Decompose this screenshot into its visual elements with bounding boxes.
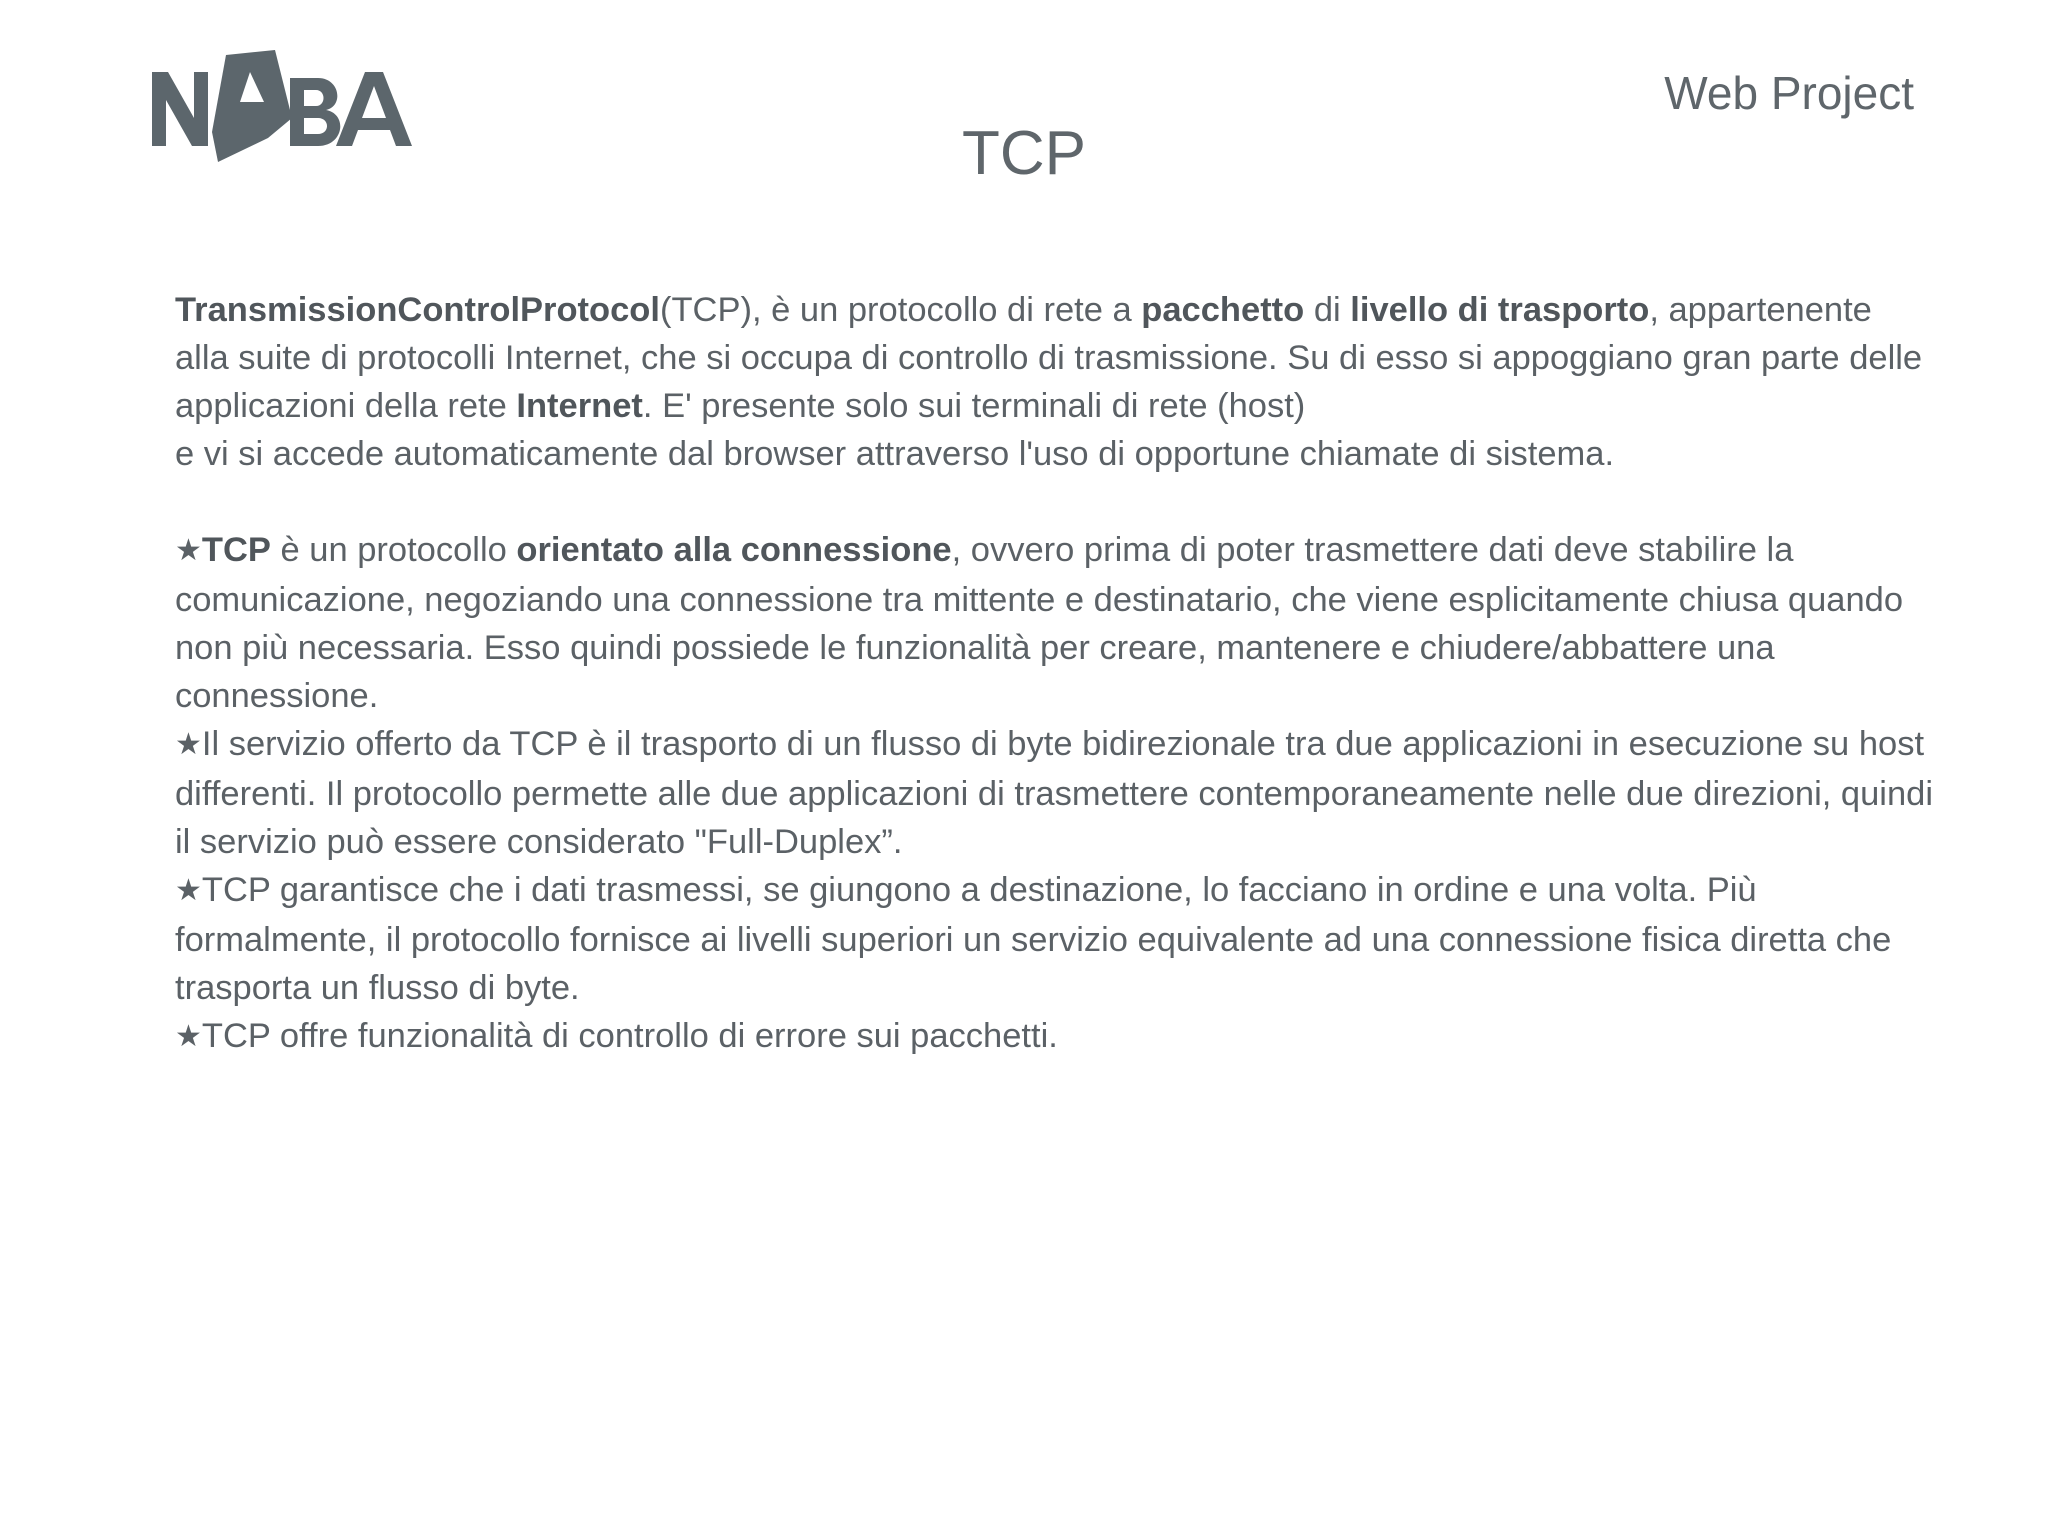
star-bullet-icon: ★ (175, 1020, 202, 1053)
slide-body (175, 286, 1935, 1062)
star-bullet-icon: ★ (175, 534, 202, 567)
star-bullet-icon: ★ (175, 728, 202, 761)
intro-paragraph: TransmissionControlProtocol(TCP), è un protocollo di rete a pacchetto di livello di trasporto, appartenente alla suite di protocolli Internet, che si occupa di controllo di trasmissione. Su di esso si appoggiano gran parte delle applicazioni della rete Internet. E' presente solo sui terminali di rete (host) e vi si accede automaticamente dal browser attraverso l'uso di opportune chiamate di sistema. (175, 291, 1923, 473)
slide-title: TCP (962, 119, 1086, 188)
bullet-item: ★TCP offre funzionalità di controllo di errore sui pacchetti. (175, 1017, 1058, 1055)
star-bullet-icon: ★ (175, 874, 202, 907)
bullet-item: ★TCP garantisce che i dati trasmessi, se giungono a destinazione, lo facciano in ordine e una volta. Più formalmente, il protocollo fornisce ai livelli superiori un servizio equivalente ad una connessione fisica diretta che trasporta un flusso di byte. (175, 871, 1892, 1007)
header-web-project: Web Project (1664, 67, 1914, 119)
bullet-item: ★TCP è un protocollo orientato alla connessione, ovvero prima di poter trasmettere dati deve stabilire la comunicazione, negoziando una connessione tra mittente e destinatario, che viene esplicitamente chiusa quando non più necessaria. Esso quindi possiede le funzionalità per creare, mantenere e chiudere/abbattere una connessione. (175, 531, 1904, 715)
paragraph-gap (175, 478, 1935, 526)
term-bold: TransmissionControlProtocol (175, 291, 660, 329)
bullet-item: ★Il servizio offerto da TCP è il trasporto di un flusso di byte bidirezionale tra due applicazioni in esecuzione su host differenti. Il protocollo permette alle due applicazioni di trasmettere contemporaneamente nelle due direzioni, quindi il servizio può essere considerato "Full-Duplex”. (175, 725, 1933, 861)
